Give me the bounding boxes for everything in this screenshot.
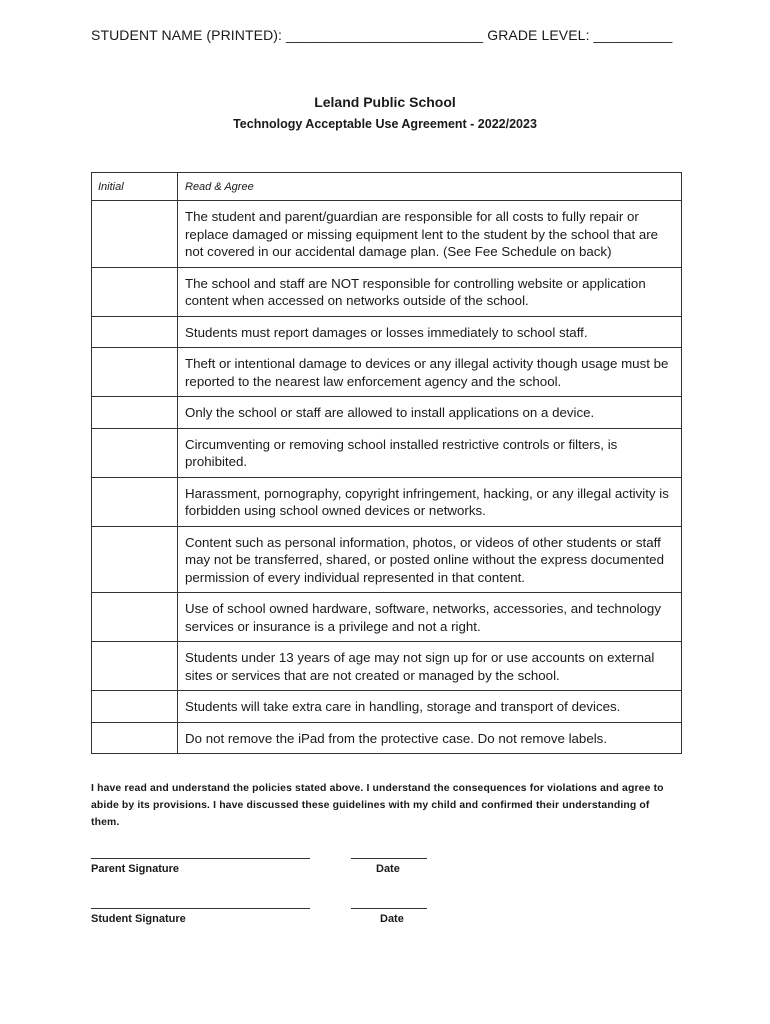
agreement-subtitle: Technology Acceptable Use Agreement - 2022/2023 (233, 117, 537, 131)
rule-text: Theft or intentional damage to devices or any illegal activity though usage must be reported to the nearest law enforcement agency and the school. (178, 348, 682, 397)
rule-text: Students under 13 years of age may not sign up for or use accounts on external sites or services that are not created or managed by the school. (178, 642, 682, 691)
initial-box[interactable] (92, 316, 178, 348)
grade-level-field[interactable]: GRADE LEVEL: __________ (487, 27, 673, 43)
parent-signature-label: Parent Signature (91, 863, 180, 875)
initial-box[interactable] (92, 428, 178, 477)
table-row (92, 691, 682, 723)
table-row (92, 642, 682, 691)
initial-box[interactable] (92, 201, 178, 268)
student-date-label: Date (380, 913, 404, 925)
initial-box[interactable] (92, 642, 178, 691)
table-row (92, 348, 682, 397)
rule-text: Students will take extra care in handling, storage and transport of devices. (178, 691, 682, 723)
student-signature-line[interactable] (91, 908, 310, 909)
student-name-field[interactable]: STUDENT NAME (PRINTED): _________________________ (91, 27, 484, 43)
table-row (92, 477, 682, 526)
parent-signature-line[interactable] (91, 858, 310, 859)
parent-date-line[interactable] (351, 858, 427, 859)
student-date-line[interactable] (351, 908, 427, 909)
table-header-row (92, 173, 682, 201)
table-row (92, 316, 682, 348)
rule-text: Do not remove the iPad from the protective case. Do not remove labels. (178, 722, 682, 754)
rule-text: Students must report damages or losses immediately to school staff. (178, 316, 682, 348)
table-row (92, 593, 682, 642)
table-row (92, 526, 682, 593)
column-header-read-agree: Read & Agree (178, 173, 682, 201)
agreement-table (91, 172, 682, 754)
acknowledgement-statement: I have read and understand the policies stated above. I understand the consequences for violations and agree to abide by its provisions. I have discussed these guidelines with my child and confirmed their understanding of them. (91, 783, 664, 828)
header-fields (91, 27, 672, 43)
initial-box[interactable] (92, 691, 178, 723)
rule-text: The school and staff are NOT responsible for controlling website or application content when accessed on networks outside of the school. (178, 267, 682, 316)
rule-text: Use of school owned hardware, software, networks, accessories, and technology services or insurance is a privilege and not a right. (178, 593, 682, 642)
rule-text: Only the school or staff are allowed to install applications on a device. (178, 397, 682, 429)
rule-text: Harassment, pornography, copyright infringement, hacking, or any illegal activity is forbidden using school owned devices or networks. (178, 477, 682, 526)
rule-text: The student and parent/guardian are responsible for all costs to fully repair or replace damaged or missing equipment lent to the student by the school that are not covered in our accidental damage plan. (See Fee Schedule on back) (178, 201, 682, 268)
school-title: Leland Public School (314, 94, 456, 110)
initial-box[interactable] (92, 348, 178, 397)
initial-box[interactable] (92, 267, 178, 316)
initial-box[interactable] (92, 526, 178, 593)
initial-box[interactable] (92, 477, 178, 526)
initial-box[interactable] (92, 722, 178, 754)
initial-box[interactable] (92, 397, 178, 429)
rule-text: Content such as personal information, photos, or videos of other students or staff may not be transferred, shared, or posted online without the express documented permission of every individual represented in that content. (178, 526, 682, 593)
parent-date-label: Date (376, 863, 400, 875)
table-row (92, 201, 682, 268)
rule-text: Circumventing or removing school installed restrictive controls or filters, is prohibited. (178, 428, 682, 477)
table-row (92, 722, 682, 754)
table-row (92, 397, 682, 429)
column-header-initial: Initial (92, 173, 178, 201)
student-signature-label: Student Signature (91, 913, 186, 925)
table-row (92, 428, 682, 477)
initial-box[interactable] (92, 593, 178, 642)
table-row (92, 267, 682, 316)
